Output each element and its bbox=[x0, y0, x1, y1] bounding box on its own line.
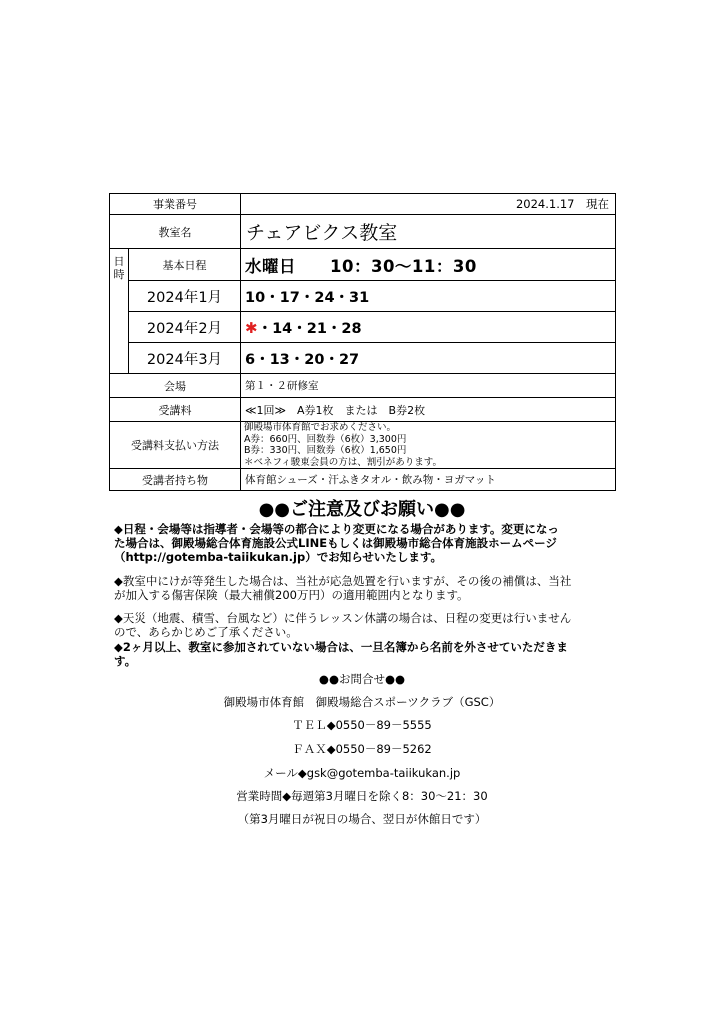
red-star-icon: ✱ bbox=[245, 318, 258, 337]
month-days: 10・17・24・31 bbox=[241, 281, 616, 312]
month-days-cell bbox=[241, 312, 616, 343]
row-payment bbox=[110, 422, 616, 469]
notice-line: （http://gotemba-taiikukan.jp）でお知らせいたします。 bbox=[114, 550, 442, 564]
payment-label: 受講料支払い方法 bbox=[110, 422, 241, 469]
basic-schedule-label: 基本日程 bbox=[129, 249, 241, 281]
notice-line: が加入する傷害保険（最大補償200万円）の適用範囲内となります。 bbox=[114, 588, 469, 602]
schedule-side-label bbox=[110, 249, 129, 374]
payment-line: A券：660円、回数券（6枚）3,300円 bbox=[244, 433, 407, 445]
payment-line: ＊ベネフィ駿東会員の方は、割引があります。 bbox=[244, 456, 442, 468]
class-info-table bbox=[109, 193, 616, 491]
notice-line: た場合は、御殿場総合体育施設公式LINEもしくは御殿場市総合体育施設ホームページ bbox=[114, 536, 557, 550]
notice-item-2 bbox=[114, 574, 614, 602]
venue-label: 会場 bbox=[110, 374, 241, 398]
contact-org: 御殿場市体育館 御殿場総合スポーツクラブ（GSC） bbox=[223, 695, 501, 709]
project-number-label: 事業番号 bbox=[110, 194, 241, 215]
row-class-name bbox=[110, 215, 616, 249]
month-label: 2024年3月 bbox=[129, 343, 241, 374]
month-days: 6・13・20・27 bbox=[241, 343, 616, 374]
contact-hours: 営業時間◆毎週第3月曜日を除く8：30～21：30 bbox=[236, 789, 488, 803]
notice-item-1 bbox=[114, 522, 614, 564]
row-basic-schedule bbox=[110, 249, 616, 281]
class-name-label: 教室名 bbox=[110, 215, 241, 249]
month-days: ・14・21・28 bbox=[257, 320, 362, 337]
row-project-number bbox=[110, 194, 616, 215]
belongings: 体育館シューズ・汗ふきタオル・飲み物・ヨガマット bbox=[241, 469, 616, 491]
payment-line: B券：330円、回数券（6枚）1,650円 bbox=[244, 445, 407, 456]
class-name: チェアビクス教室 bbox=[241, 215, 616, 249]
fee-label: 受講料 bbox=[110, 398, 241, 422]
notice-line: ので、あらかじめご了承ください。 bbox=[114, 625, 298, 639]
notice-item-3 bbox=[114, 611, 614, 639]
venue: 第１・２研修室 bbox=[241, 374, 616, 398]
month-label: 2024年2月 bbox=[129, 312, 241, 343]
contact-tel: ＴＥＬ◆0550－89－5555 bbox=[292, 718, 432, 732]
row-belongings bbox=[110, 469, 616, 491]
notice-line: す。 bbox=[114, 654, 137, 668]
contact-heading: ●●お問合せ●● bbox=[318, 672, 406, 686]
side-label-char: 時 bbox=[113, 268, 125, 281]
fee: ≪1回≫ A券1枚 または B券2枚 bbox=[241, 398, 616, 422]
row-venue bbox=[110, 374, 616, 398]
notice-item-4 bbox=[114, 640, 614, 668]
side-label-char: 日 bbox=[113, 255, 125, 268]
notice-heading: ●●ご注意及びお願い●● bbox=[258, 499, 466, 520]
row-month-jan bbox=[110, 281, 616, 312]
month-label: 2024年1月 bbox=[129, 281, 241, 312]
date-stamp: 2024.1.17 現在 bbox=[241, 194, 616, 215]
row-fee bbox=[110, 398, 616, 422]
notice-line: ◆教室中にけが等発生した場合は、当社が応急処置を行いますが、その後の補償は、当社 bbox=[114, 574, 572, 588]
notice-line: ◆天災（地震、積雪、台風など）に伴うレッスン休講の場合は、日程の変更は行いません bbox=[114, 611, 572, 625]
row-month-mar bbox=[110, 343, 616, 374]
notice-line: ◆日程・会場等は指導者・会場等の都合により変更になる場合があります。変更になっ bbox=[114, 522, 559, 536]
contact-fax: ＦＡＸ◆0550－89－5262 bbox=[292, 742, 432, 756]
belongings-label: 受講者持ち物 bbox=[110, 469, 241, 491]
contact-mail: メール◆gsk@gotemba-taiikukan.jp bbox=[263, 766, 461, 780]
payment-method bbox=[241, 422, 616, 469]
contact-note: （第3月曜日が祝日の場合、翌日が休館日です） bbox=[237, 812, 487, 826]
payment-line: 御殿場市体育館でお求めください。 bbox=[244, 422, 397, 433]
basic-schedule: 水曜日 10：30～11：30 bbox=[241, 249, 616, 281]
notice-line: ◆2ヶ月以上、教室に参加されていない場合は、一旦名簿から名前を外させていただきま bbox=[114, 640, 568, 654]
row-month-feb bbox=[110, 312, 616, 343]
